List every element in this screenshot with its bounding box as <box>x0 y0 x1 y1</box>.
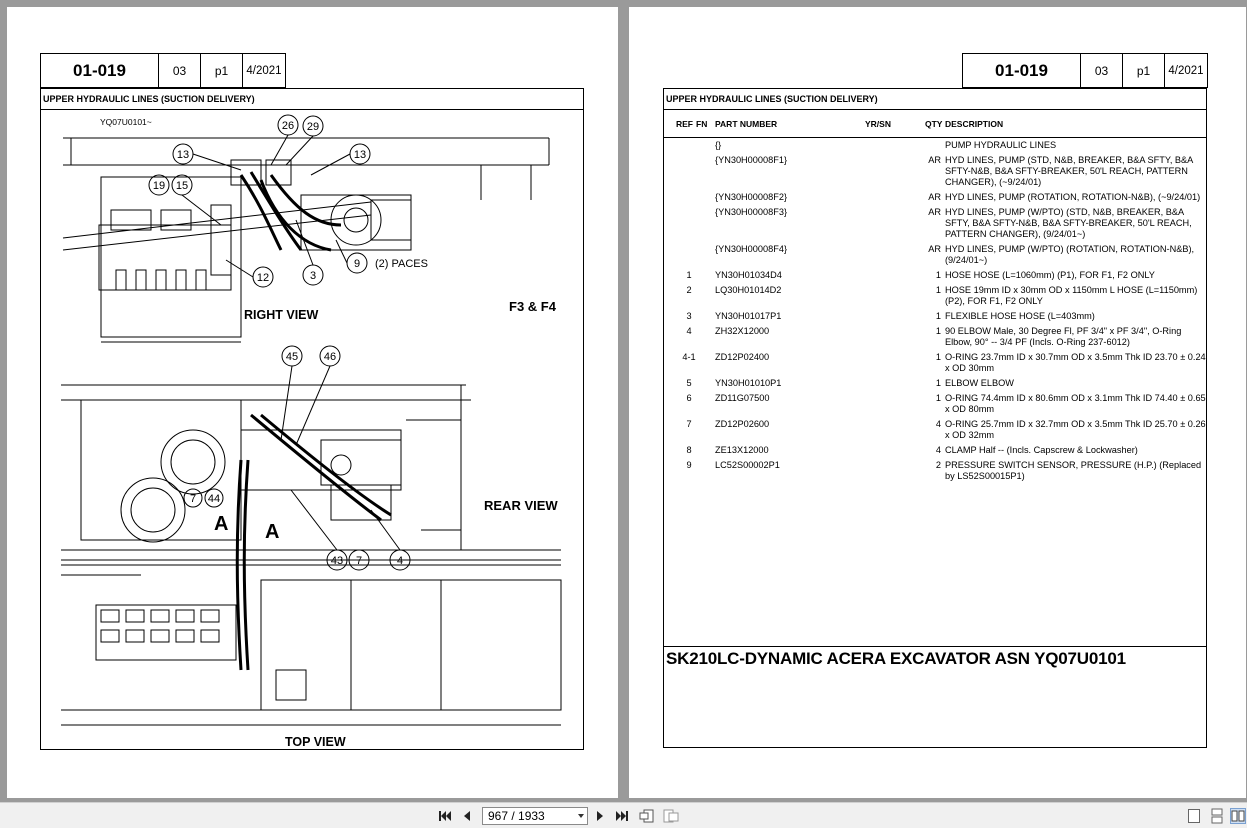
qty-cell: 2 <box>935 460 941 470</box>
description-cell: O-RING 74.4mm ID x 80.6mm OD x 3.1mm Thk ID 74.40 ± 0.65 x OD 80mm <box>945 393 1206 414</box>
qty-cell: 1 <box>935 393 941 403</box>
letter-a-left: A <box>214 513 229 535</box>
description-cell: ELBOW ELBOW <box>945 378 1014 388</box>
callouts-right-view <box>149 115 370 287</box>
description-cell: PRESSURE SWITCH SENSOR, PRESSURE (H.P.) (Replaced by LS52S00015P1) <box>945 460 1202 481</box>
revision: 03 <box>159 54 201 87</box>
section-title: UPPER HYDRAULIC LINES (SUCTION DELIVERY) <box>663 88 1207 110</box>
parts-table <box>663 110 1207 748</box>
table-row <box>664 445 1206 456</box>
header-box <box>40 53 286 88</box>
svg-text:29: 29 <box>306 121 320 133</box>
ref-cell: 3 <box>686 311 692 321</box>
exploded-diagram <box>40 110 584 750</box>
part-number-cell: {YN30H00008F3} <box>715 207 788 217</box>
prev-page-icon[interactable] <box>459 808 475 824</box>
description-cell: HOSE 19mm ID x 30mm OD x 1150mm L HOSE (L=1150mm) (P2), FOR F1, F2 ONLY <box>945 285 1198 306</box>
qty-cell: AR <box>928 244 941 254</box>
rotate-page-icon[interactable] <box>663 808 679 824</box>
right-page <box>629 7 1246 798</box>
table-row <box>664 393 1206 415</box>
table-row <box>664 244 1206 266</box>
section-code: 01-019 <box>41 54 159 87</box>
part-number-cell: ZD11G07500 <box>715 393 770 403</box>
table-row <box>664 270 1206 281</box>
svg-text:3: 3 <box>309 270 317 282</box>
description-cell: HOSE HOSE (L=1060mm) (P1), FOR F1, F2 ONLY <box>945 270 1155 280</box>
top-view-label: TOP VIEW <box>285 735 346 749</box>
table-row <box>664 311 1206 322</box>
table-row <box>664 140 1206 151</box>
section-title: UPPER HYDRAULIC LINES (SUCTION DELIVERY) <box>40 88 584 110</box>
page-indicator: 967 / 1933 <box>488 809 545 823</box>
single-page-view-icon[interactable] <box>1186 808 1202 824</box>
serial-label: YQ07U0101~ <box>100 117 152 127</box>
svg-text:13: 13 <box>353 149 367 161</box>
description-cell: HYD LINES, PUMP (ROTATION, ROTATION-N&B), (~9/24/01) <box>945 192 1201 202</box>
description-cell: FLEXIBLE HOSE HOSE (L=403mm) <box>945 311 1095 321</box>
part-number-cell: {YN30H00008F4} <box>715 244 788 254</box>
right-view-label: RIGHT VIEW <box>244 308 319 322</box>
left-page <box>7 7 618 798</box>
part-number-cell: LQ30H01014D2 <box>715 285 782 295</box>
table-row <box>664 192 1206 203</box>
model-title: SK210LC-DYNAMIC ACERA EXCAVATOR ASN YQ07U0101 <box>666 649 1126 668</box>
ref-cell: 5 <box>686 378 692 388</box>
date: 4/2021 <box>246 64 282 77</box>
svg-text:45: 45 <box>285 351 299 363</box>
section-code: 01-019 <box>963 54 1081 87</box>
qty-cell: 1 <box>935 378 941 388</box>
rear-view-label: REAR VIEW <box>484 498 558 513</box>
qty-cell: 1 <box>935 270 941 280</box>
first-page-icon[interactable] <box>437 808 453 824</box>
header-box <box>962 53 1208 88</box>
svg-text:7: 7 <box>189 493 197 505</box>
svg-text:4: 4 <box>396 555 404 567</box>
page-number-select[interactable] <box>482 807 588 825</box>
svg-text:13: 13 <box>176 149 190 161</box>
description-cell: O-RING 25.7mm ID x 32.7mm OD x 3.5mm Thk ID 25.70 ± 0.26 x OD 32mm <box>945 419 1206 440</box>
facing-view-icon[interactable] <box>1230 808 1246 824</box>
viewer-toolbar <box>0 802 1247 828</box>
description-cell: O-RING 23.7mm ID x 30.7mm OD x 3.5mm Thk ID 23.70 ± 0.24 x OD 30mm <box>945 352 1206 373</box>
next-page-icon[interactable] <box>592 808 608 824</box>
continuous-view-icon[interactable] <box>1209 808 1225 824</box>
ref-cell: 8 <box>686 445 692 455</box>
part-number-cell: YN30H01010P1 <box>715 378 782 388</box>
svg-text:19: 19 <box>152 180 166 192</box>
letter-a-right: A <box>265 521 280 543</box>
description-cell: PUMP HYDRAULIC LINES <box>945 140 1057 150</box>
part-number-cell: YN30H01017P1 <box>715 311 782 321</box>
page-number: p1 <box>201 54 243 87</box>
paces-label: (2) PACES <box>375 258 428 270</box>
qty-cell: 1 <box>935 352 941 362</box>
description-cell: 90 ELBOW Male, 30 Degree Fl, PF 3/4" x PF 3/4", O-Ring Elbow, 90° -- 3/4 PF (Incls. O-Ring 237-6012) <box>945 326 1182 347</box>
table-header <box>664 110 1206 138</box>
table-body <box>664 140 1206 482</box>
part-number-cell: {YN30H00008F2} <box>715 192 788 202</box>
table-row <box>664 285 1206 307</box>
qty-cell: AR <box>928 207 941 217</box>
ref-cell: 1 <box>686 270 692 280</box>
table-row <box>664 460 1206 482</box>
ref-cell: 9 <box>686 460 692 470</box>
chevron-down-icon <box>578 814 584 818</box>
part-number-cell: {YN30H00008F1} <box>715 155 788 165</box>
date: 4/2021 <box>1168 64 1204 77</box>
svg-text:46: 46 <box>323 351 337 363</box>
col-description: DESCRIPTION <box>945 119 1004 129</box>
part-number-cell: LC52S00002P1 <box>715 460 780 470</box>
ref-cell: 7 <box>686 419 692 429</box>
svg-text:26: 26 <box>281 120 295 132</box>
table-row <box>664 378 1206 389</box>
table-row <box>664 207 1206 240</box>
svg-text:43: 43 <box>330 555 344 567</box>
ref-cell: 6 <box>686 393 692 403</box>
last-page-icon[interactable] <box>614 808 630 824</box>
svg-text:44: 44 <box>207 493 221 505</box>
qty-cell: AR <box>928 155 941 165</box>
description-cell: HYD LINES, PUMP (STD, N&B, BREAKER, B&A SFTY, B&A SFTY-N&B, B&A SFTY-BREAKER, 50'L REACH, PATTERN CHANGER), (~9/24/01) <box>945 155 1193 187</box>
description-cell: HYD LINES, PUMP (W/PTO) (STD, N&B, BREAKER, B&A SFTY, B&A SFTY-N&B, B&A SFTY-BREAKER, 50'L REACH, PATTERN CHANGER), (9/24/01~) <box>945 207 1192 239</box>
table-row <box>664 326 1206 348</box>
part-number-cell: ZE13X12000 <box>715 445 769 455</box>
part-number-cell: ZH32X12000 <box>715 326 770 336</box>
rotate-icon[interactable] <box>639 808 655 824</box>
qty-cell: 4 <box>935 445 941 455</box>
table-row <box>664 155 1206 188</box>
table-row <box>664 352 1206 374</box>
ref-cell: 4 <box>686 326 692 336</box>
description-cell: HYD LINES, PUMP (W/PTO) (ROTATION, ROTATION-N&B), (9/24/01~) <box>945 244 1195 265</box>
description-cell: CLAMP Half -- (Incls. Capscrew & Lockwasher) <box>945 445 1138 455</box>
svg-text:9: 9 <box>353 258 361 270</box>
page-number: p1 <box>1123 54 1165 87</box>
callouts-rear-view <box>184 346 410 570</box>
table-row <box>664 419 1206 441</box>
qty-cell: 1 <box>935 311 941 321</box>
part-number-cell: ZD12P02600 <box>715 419 770 429</box>
f-label: F3 & F4 <box>509 299 556 314</box>
part-number-cell: YN30H01034D4 <box>715 270 782 280</box>
col-fn: FN <box>696 119 708 129</box>
ref-cell: 4-1 <box>682 352 696 362</box>
svg-text:12: 12 <box>256 272 270 284</box>
col-part-number: PART NUMBER <box>715 119 778 129</box>
part-number-cell: ZD12P02400 <box>715 352 770 362</box>
divider <box>664 646 1206 647</box>
qty-cell: 4 <box>935 419 941 429</box>
qty-cell: AR <box>928 192 941 202</box>
part-number-cell: {} <box>715 140 722 150</box>
col-yrsn: YR/SN <box>865 119 891 129</box>
revision: 03 <box>1081 54 1123 87</box>
qty-cell: 1 <box>935 326 941 336</box>
svg-text:7: 7 <box>355 555 363 567</box>
svg-text:15: 15 <box>175 180 189 192</box>
ref-cell: 2 <box>686 285 692 295</box>
col-qty: QTY <box>925 119 943 129</box>
col-ref: REF <box>676 119 693 129</box>
qty-cell: 1 <box>935 285 941 295</box>
